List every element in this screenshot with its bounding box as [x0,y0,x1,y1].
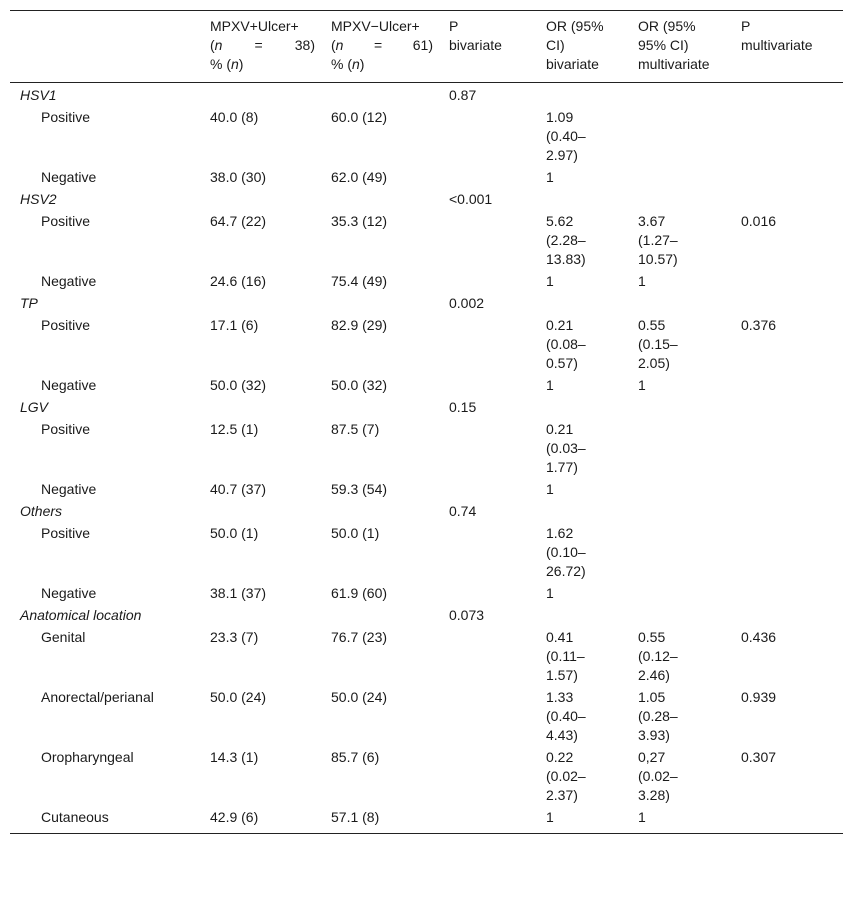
cell-p-bivariate [443,687,540,747]
cell-or-multivariate: 1 [638,809,646,825]
table-row [10,271,843,293]
cell-mpxv-neg [325,501,443,523]
cell-label: Cutaneous [41,809,109,825]
header-row [10,11,843,83]
cell-mpxv-neg: 87.5 (7) [331,421,380,437]
cell-mpxv-pos: 64.7 (22) [210,213,267,229]
table-group-row [10,397,843,419]
cell-or-bivariate: 1 [546,481,554,497]
cell-mpxv-pos: 14.3 (1) [210,749,259,765]
header-mpxv-pos: MPXV+Ulcer+ (n = 38) % (n) [210,18,315,72]
cell-p-multivariate [735,189,843,211]
table-body [10,83,843,834]
cell-p-multivariate [735,605,843,627]
cell-mpxv-neg: 75.4 (49) [331,273,388,289]
cell-p-bivariate: 0.073 [449,607,485,623]
cell-or-multivariate [632,501,735,523]
cell-mpxv-pos [204,293,325,315]
cell-or-multivariate [632,419,735,479]
table-group-row [10,293,843,315]
table-row [10,419,843,479]
cell-mpxv-neg [325,83,443,108]
table-row [10,747,843,807]
cell-mpxv-neg [325,293,443,315]
header-p-multivariate: P multivariate [741,18,813,53]
cell-p-bivariate [443,523,540,583]
cell-or-bivariate: 1.09 (0.40– 2.97) [546,109,586,163]
cell-p-multivariate [735,523,843,583]
cell-p-bivariate: <0.001 [449,191,493,207]
cell-mpxv-neg: 85.7 (6) [331,749,380,765]
cell-label: Negative [41,273,97,289]
cell-label: Anatomical location [20,607,142,623]
cell-label: Positive [41,317,91,333]
cell-label: Negative [41,169,97,185]
cell-p-bivariate [443,315,540,375]
table-row [10,523,843,583]
cell-mpxv-pos: 50.0 (1) [210,525,259,541]
cell-or-bivariate: 1.62 (0.10– 26.72) [546,525,586,579]
cell-p-bivariate: 0.15 [449,399,477,415]
cell-or-bivariate [540,293,632,315]
cell-or-multivariate [632,167,735,189]
table-row [10,107,843,167]
results-table-container [10,10,843,834]
cell-label: Genital [41,629,86,645]
cell-p-bivariate [443,583,540,605]
cell-mpxv-pos [204,501,325,523]
cell-p-multivariate [735,479,843,501]
cell-or-multivariate [632,523,735,583]
cell-or-bivariate: 1.33 (0.40– 4.43) [546,689,586,743]
cell-p-bivariate [443,271,540,293]
cell-or-multivariate [632,397,735,419]
table-group-row [10,189,843,211]
cell-mpxv-pos [204,605,325,627]
cell-label: TP [20,295,38,311]
cell-mpxv-pos: 42.9 (6) [210,809,259,825]
cell-mpxv-neg: 60.0 (12) [331,109,388,125]
cell-or-bivariate [540,397,632,419]
cell-p-bivariate [443,107,540,167]
cell-label: Others [20,503,63,519]
cell-p-multivariate [735,807,843,834]
cell-mpxv-pos: 12.5 (1) [210,421,259,437]
cell-label: Negative [41,377,97,393]
header-or-multivariate: OR (95% 95% CI) multivariate [638,18,710,72]
table-row [10,627,843,687]
cell-p-bivariate: 0.74 [449,503,477,519]
cell-label: Anorectal/perianal [41,689,154,705]
cell-p-multivariate: 0.376 [741,317,777,333]
cell-or-multivariate [632,583,735,605]
cell-or-multivariate [632,107,735,167]
cell-p-multivariate [735,501,843,523]
header-mpxv-neg: MPXV−Ulcer+ (n = 61) % (n) [331,18,433,72]
cell-or-multivariate: 0.55 (0.15– 2.05) [638,317,678,371]
cell-mpxv-pos [204,189,325,211]
cell-label: Oropharyngeal [41,749,134,765]
table-group-row [10,605,843,627]
table-row [10,479,843,501]
cell-label: Positive [41,525,91,541]
table-row [10,807,843,834]
header-or-bivariate: OR (95% CI) bivariate [546,18,604,72]
cell-mpxv-neg: 50.0 (24) [331,689,388,705]
cell-or-bivariate: 1 [546,169,554,185]
cell-label: Negative [41,585,97,601]
cell-mpxv-pos [204,83,325,108]
cell-or-bivariate [540,189,632,211]
cell-or-multivariate [632,605,735,627]
cell-mpxv-pos: 40.7 (37) [210,481,267,497]
cell-mpxv-pos: 38.1 (37) [210,585,267,601]
table-row [10,583,843,605]
table-header [10,11,843,83]
cell-mpxv-pos: 50.0 (32) [210,377,267,393]
cell-mpxv-neg [325,189,443,211]
cell-p-multivariate [735,167,843,189]
cell-mpxv-neg [325,605,443,627]
cell-or-bivariate [540,83,632,108]
header-empty [10,11,204,83]
cell-p-multivariate: 0.436 [741,629,777,645]
cell-label: Positive [41,213,91,229]
cell-p-multivariate [735,419,843,479]
cell-mpxv-pos: 40.0 (8) [210,109,259,125]
cell-mpxv-neg: 57.1 (8) [331,809,380,825]
cell-or-multivariate: 1.05 (0.28– 3.93) [638,689,678,743]
cell-mpxv-neg [325,397,443,419]
results-table [10,10,843,834]
cell-or-multivariate: 1 [638,273,646,289]
cell-mpxv-pos: 50.0 (24) [210,689,267,705]
cell-mpxv-pos: 23.3 (7) [210,629,259,645]
cell-or-multivariate: 3.67 (1.27– 10.57) [638,213,678,267]
cell-or-bivariate [540,605,632,627]
cell-mpxv-neg: 76.7 (23) [331,629,388,645]
cell-or-multivariate [632,479,735,501]
cell-or-bivariate: 0.22 (0.02– 2.37) [546,749,586,803]
cell-p-multivariate: 0.939 [741,689,777,705]
cell-mpxv-neg: 50.0 (32) [331,377,388,393]
cell-p-bivariate [443,807,540,834]
cell-mpxv-neg: 35.3 (12) [331,213,388,229]
cell-or-bivariate: 5.62 (2.28– 13.83) [546,213,586,267]
cell-label: HSV2 [20,191,57,207]
table-row [10,375,843,397]
table-row [10,167,843,189]
cell-p-bivariate [443,419,540,479]
cell-p-bivariate [443,375,540,397]
cell-p-multivariate [735,397,843,419]
cell-p-bivariate [443,167,540,189]
cell-p-multivariate: 0.307 [741,749,777,765]
table-row [10,315,843,375]
cell-p-multivariate [735,583,843,605]
cell-mpxv-neg: 61.9 (60) [331,585,388,601]
cell-mpxv-neg: 59.3 (54) [331,481,388,497]
cell-or-bivariate: 1 [546,809,554,825]
cell-p-multivariate [735,375,843,397]
table-group-row [10,83,843,108]
cell-or-multivariate: 0,27 (0.02– 3.28) [638,749,678,803]
cell-or-multivariate: 1 [638,377,646,393]
cell-mpxv-neg: 62.0 (49) [331,169,388,185]
cell-mpxv-pos: 24.6 (16) [210,273,267,289]
cell-p-bivariate [443,211,540,271]
cell-p-bivariate: 0.87 [449,87,477,103]
cell-p-multivariate [735,271,843,293]
cell-p-bivariate [443,627,540,687]
cell-mpxv-pos [204,397,325,419]
cell-or-multivariate: 0.55 (0.12– 2.46) [638,629,678,683]
cell-or-bivariate [540,501,632,523]
cell-or-bivariate: 0.41 (0.11– 1.57) [546,629,585,683]
header-p-bivariate: P bivariate [449,18,502,53]
cell-mpxv-neg: 50.0 (1) [331,525,380,541]
cell-label: HSV1 [20,87,57,103]
cell-p-multivariate [735,293,843,315]
cell-p-bivariate [443,747,540,807]
cell-label: Negative [41,481,97,497]
table-row [10,687,843,747]
cell-or-bivariate: 0.21 (0.03– 1.77) [546,421,586,475]
cell-label: LGV [20,399,49,415]
cell-or-multivariate [632,83,735,108]
cell-or-bivariate: 1 [546,273,554,289]
cell-or-multivariate [632,189,735,211]
cell-label: Positive [41,421,91,437]
cell-or-bivariate: 1 [546,377,554,393]
cell-p-multivariate [735,107,843,167]
cell-p-bivariate: 0.002 [449,295,485,311]
cell-mpxv-pos: 38.0 (30) [210,169,267,185]
table-row [10,211,843,271]
cell-or-bivariate: 1 [546,585,554,601]
cell-label: Positive [41,109,91,125]
cell-mpxv-pos: 17.1 (6) [210,317,259,333]
cell-or-bivariate: 0.21 (0.08– 0.57) [546,317,586,371]
cell-mpxv-neg: 82.9 (29) [331,317,388,333]
cell-p-multivariate [735,83,843,108]
cell-p-bivariate [443,479,540,501]
table-group-row [10,501,843,523]
cell-or-multivariate [632,293,735,315]
cell-p-multivariate: 0.016 [741,213,777,229]
